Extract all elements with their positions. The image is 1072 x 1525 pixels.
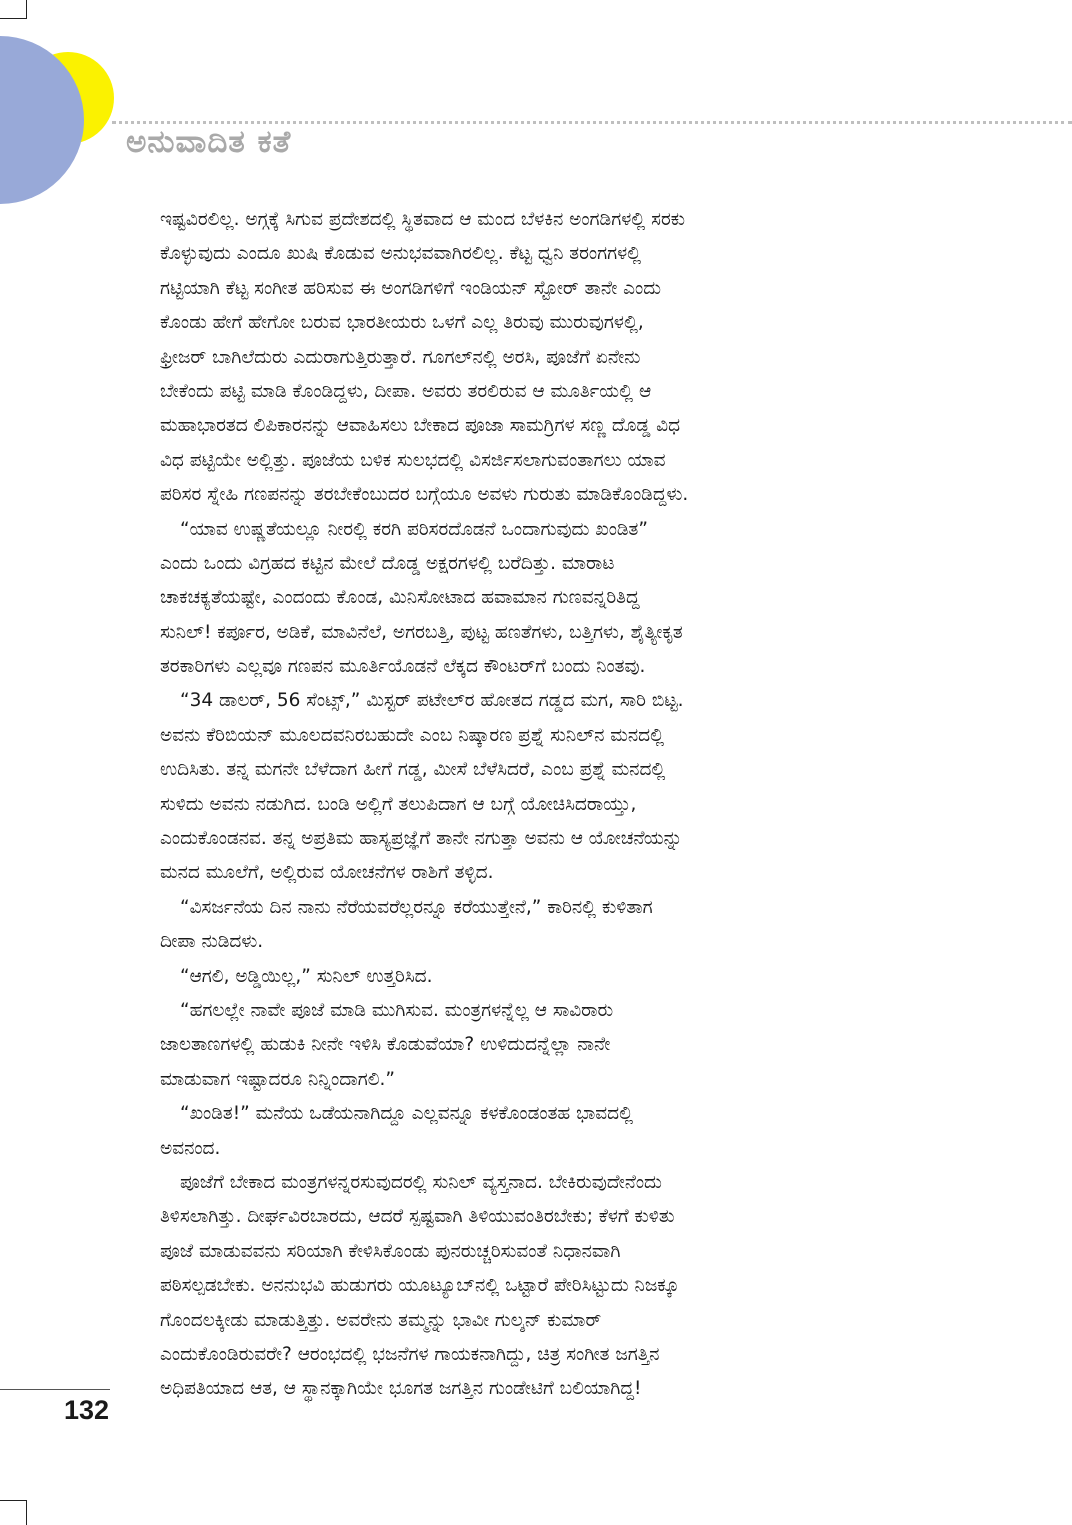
story-line: ಪೂಜೆಗೆ ಬೇಕಾದ ಮಂತ್ರಗಳನ್ನರಸುವುದರಲ್ಲಿ ಸುನಿಲ್ ವ್ಯಸ್ತನಾದ. ಬೇಕಿರುವುದೇನೆಂದು [180,1171,662,1193]
story-line: “34 ಡಾಲರ್, 56 ಸೆಂಟ್ಸ್,” ಮಿಸ್ಟರ್ ಪಟೇಲ್‌ರ ಹೋತದ ಗಡ್ಡದ ಮಗ, ಸಾರಿ ಬಿಟ್ಟ. [180,690,684,712]
crop-mark-bottom-left-horizontal [0,1500,27,1501]
story-line: ಬೇಕೆಂದು ಪಟ್ಟಿ ಮಾಡಿ ಕೊಂಡಿದ್ದಳು, ದೀಪಾ. ಅವರು ತರಲಿರುವ ಆ ಮೂರ್ತಿಯಲ್ಲಿ ಆ [160,380,652,402]
story-line: ಅವನಂದ. [160,1137,221,1159]
story-line: ಪೂಜೆ ಮಾಡುವವನು ಸರಿಯಾಗಿ ಕೇಳಿಸಿಕೊಂಡು ಪುನರುಚ್ಚರಿಸುವಂತೆ ನಿಧಾನವಾಗಿ [160,1240,621,1262]
story-line: ತರಕಾರಿಗಳು ಎಲ್ಲವೂ ಗಣಪನ ಮೂರ್ತಿಯೊಡನೆ ಲೆಕ್ಕದ ಕೌಂಟರ್‌ಗೆ ಬಂದು ನಿಂತವು. [160,656,646,678]
crop-mark-top-left-horizontal [0,18,27,19]
story-line: “ಖಂಡಿತ!” ಮನೆಯ ಒಡೆಯನಾಗಿದ್ದೂ ಎಲ್ಲವನ್ನೂ ಕಳಕೊಂಡಂತಹ ಭಾವದಲ್ಲಿ [180,1103,634,1125]
story-line: “ಹಗಲಲ್ಲೇ ನಾವೇ ಪೂಜೆ ಮಾಡಿ ಮುಗಿಸುವ. ಮಂತ್ರಗಳನ್ನೆಲ್ಲ ಆ ಸಾವಿರಾರು [180,999,614,1021]
story-line: ಕೊಳ್ಳುವುದು ಎಂದೂ ಖುಷಿ ಕೊಡುವ ಅನುಭವವಾಗಿರಲಿಲ್ಲ. ಕೆಟ್ಟ ಧ್ವನಿ ತರಂಗಗಳಲ್ಲಿ [160,243,642,265]
story-line: ಸುನಿಲ್! ಕರ್ಪೂರ, ಅಡಿಕೆ, ಮಾವಿನೆಲೆ, ಅಗರಬತ್ತಿ, ಪುಟ್ಟ ಹಣತೆಗಳು, ಬತ್ತಿಗಳು, ಶೈತ್ಯೀಕೃತ [160,621,683,643]
story-line: ಪಠಿಸಲ್ಪಡಬೇಕು. ಅನನುಭವಿ ಹುಡುಗರು ಯೂಟ್ಯೂಬ್‌ನಲ್ಲಿ ಒಟ್ಟಾರೆ ಪೇರಿಸಿಟ್ಟುದು ನಿಜಕ್ಕೂ [160,1275,680,1297]
story-line: ಮನದ ಮೂಲೆಗೆ, ಅಲ್ಲಿರುವ ಯೋಚನೆಗಳ ರಾಶಿಗೆ ತಳ್ಳಿದ. [160,862,494,884]
story-line: ಇಷ್ಟವಿರಲಿಲ್ಲ. ಅಗ್ಗಕ್ಕೆ ಸಿಗುವ ಪ್ರದೇಶದಲ್ಲಿ ಸ್ಥಿತವಾದ ಆ ಮಂದ ಬೆಳಕಿನ ಅಂಗಡಿಗಳಲ್ಲಿ ಸರಕು [160,209,685,230]
story-line: ಅಧಿಪತಿಯಾದ ಆತ, ಆ ಸ್ಥಾನಕ್ಕಾಗಿಯೇ ಭೂಗತ ಜಗತ್ತಿನ ಗುಂಡೇಟಿಗೆ ಬಲಿಯಾಗಿದ್ದ! [160,1378,642,1400]
story-line: ಗಟ್ಟಿಯಾಗಿ ಕೆಟ್ಟ ಸಂಗೀತ ಹರಿಸುವ ಈ ಅಂಗಡಿಗಳಿಗೆ ಇಂಡಿಯನ್ ಸ್ಟೋರ್ ತಾನೇ ಎಂದು [160,277,662,299]
story-line: ಗೊಂದಲಕ್ಕೀಡು ಮಾಡುತ್ತಿತ್ತು. ಅವರೇನು ತಮ್ಮನ್ನು ಭಾವೀ ಗುಲ್ಶನ್ ಕುಮಾರ್ [160,1309,602,1331]
story-line: ಫ್ರೀಜರ್ ಬಾಗಿಲೆದುರು ಎದುರಾಗುತ್ತಿರುತ್ತಾರೆ. ಗೂಗಲ್‌ನಲ್ಲಿ ಅರಸಿ, ಪೂಜೆಗೆ ಏನೇನು [160,346,641,368]
story-line: “ಆಗಲಿ, ಅಡ್ಡಿಯಿಲ್ಲ,” ಸುನಿಲ್ ಉತ್ತರಿಸಿದ. [180,965,433,987]
story-line: ವಿಧ ಪಟ್ಟಿಯೇ ಅಲ್ಲಿತ್ತು. ಪೂಜೆಯ ಬಳಿಕ ಸುಲಭದಲ್ಲಿ ವಿಸರ್ಜಿಸಲಾಗುವಂತಾಗಲು ಯಾವ [160,449,666,471]
story-line: ಅವನು ಕೆರಿಬಿಯನ್ ಮೂಲದವನಿರಬಹುದೇ ಎಂಬ ನಿಷ್ಕಾರಣ ಪ್ರಶ್ನೆ ಸುನಿಲ್‌ನ ಮನದಲ್ಲಿ [160,724,665,746]
story-line: ಮಾಡುವಾಗ ಇಷ್ಟಾದರೂ ನಿನ್ನಿಂದಾಗಲಿ.” [160,1068,395,1090]
story-line: ದೀಪಾ ನುಡಿದಳು. [160,931,264,953]
story-line: ಎಂದುಕೊಂಡನವ. ತನ್ನ ಅಪ್ರತಿಮ ಹಾಸ್ಯಪ್ರಜ್ಞೆಗೆ ತಾನೇ ನಗುತ್ತಾ ಅವನು ಆ ಯೋಚನೆಯನ್ನು [160,828,683,850]
story-line: ತಿಳಿಸಲಾಗಿತ್ತು. ದೀರ್ಘವಿರಬಾರದು, ಆದರೆ ಸ್ಪಷ್ಟವಾಗಿ ತಿಳಿಯುವಂತಿರಬೇಕು; ಕೆಳಗೆ ಕುಳಿತು [160,1206,675,1228]
section-title: ಅನುವಾದಿತ ಕತೆ [126,124,292,160]
story-text [160,203,912,1407]
footer-rule [0,1389,110,1390]
page-number: 132 [64,1395,110,1425]
story-line: ಪರಿಸರ ಸ್ನೇಹಿ ಗಣಪನನ್ನು ತರಬೇಕೆಂಬುದರ ಬಗ್ಗೆಯೂ ಅವಳು ಗುರುತು ಮಾಡಿಕೊಂಡಿದ್ದಳು. [160,484,689,506]
story-line: ಸುಳಿದು ಅವನು ನಡುಗಿದ. ಬಂಡಿ ಅಲ್ಲಿಗೆ ತಲುಪಿದಾಗ ಆ ಬಗ್ಗೆ ಯೋಚಿಸಿದರಾಯ್ತು, [160,793,637,815]
story-line: ಜಾಲತಾಣಗಳಲ್ಲಿ ಹುಡುಕಿ ನೀನೇ ಇಳಿಸಿ ಕೊಡುವೆಯಾ? ಉಳಿದುದನ್ನೆಲ್ಲಾ ನಾನೇ [160,1034,611,1056]
story-line: ಉದಿಸಿತು. ತನ್ನ ಮಗನೇ ಬೆಳೆದಾಗ ಹೀಗೆ ಗಡ್ಡ, ಮೀಸೆ ಬೆಳೆಸಿದರೆ, ಎಂಬ ಪ್ರಶ್ನೆ ಮನದಲ್ಲಿ [160,759,666,781]
story-line: ಕೊಂಡು ಹೇಗೆ ಹೇಗೋ ಬರುವ ಭಾರತೀಯರು ಒಳಗೆ ಎಲ್ಲ ತಿರುವು ಮುರುವುಗಳಲ್ಲಿ, [160,312,644,334]
story-line: “ಯಾವ ಉಷ್ಣತೆಯಲ್ಲೂ ನೀರಲ್ಲಿ ಕರಗಿ ಪರಿಸರದೊಡನೆ ಒಂದಾಗುವುದು ಖಂಡಿತ” [180,518,648,540]
story-line: ಮಹಾಭಾರತದ ಲಿಪಿಕಾರನನ್ನು ಆವಾಹಿಸಲು ಬೇಕಾದ ಪೂಜಾ ಸಾಮಗ್ರಿಗಳ ಸಣ್ಣ ದೊಡ್ಡ ವಿಧ [160,415,681,437]
story-line: ಎಂದು ಒಂದು ವಿಗ್ರಹದ ಕಟ್ಟಿನ ಮೇಲೆ ದೊಡ್ಡ ಅಕ್ಷರಗಳಲ್ಲಿ ಬರೆದಿತ್ತು. ಮಾರಾಟ [160,552,615,574]
crop-mark-bottom-left-vertical [26,1500,27,1525]
story-line: ಎಂದುಕೊಂಡಿರುವರೇ? ಆರಂಭದಲ್ಲಿ ಭಜನೆಗಳ ಗಾಯಕನಾಗಿದ್ದು, ಚಿತ್ರ ಸಂಗೀತ ಜಗತ್ತಿನ [160,1343,660,1365]
story-line: ಚಾಕಚಕ್ಯತೆಯಷ್ಟೇ, ಎಂದಂದು ಕೊಂಡ, ಮಿನಿಸೋಟಾದ ಹವಾಮಾನ ಗುಣವನ್ನರಿತಿದ್ದ [160,587,640,609]
crop-mark-top-left-vertical [26,0,27,18]
story-line: “ವಿಸರ್ಜನೆಯ ದಿನ ನಾನು ನೆರೆಯವರೆಲ್ಲರನ್ನೂ ಕರೆಯುತ್ತೇನೆ,” ಕಾರಿನಲ್ಲಿ ಕುಳಿತಾಗ [180,896,653,918]
